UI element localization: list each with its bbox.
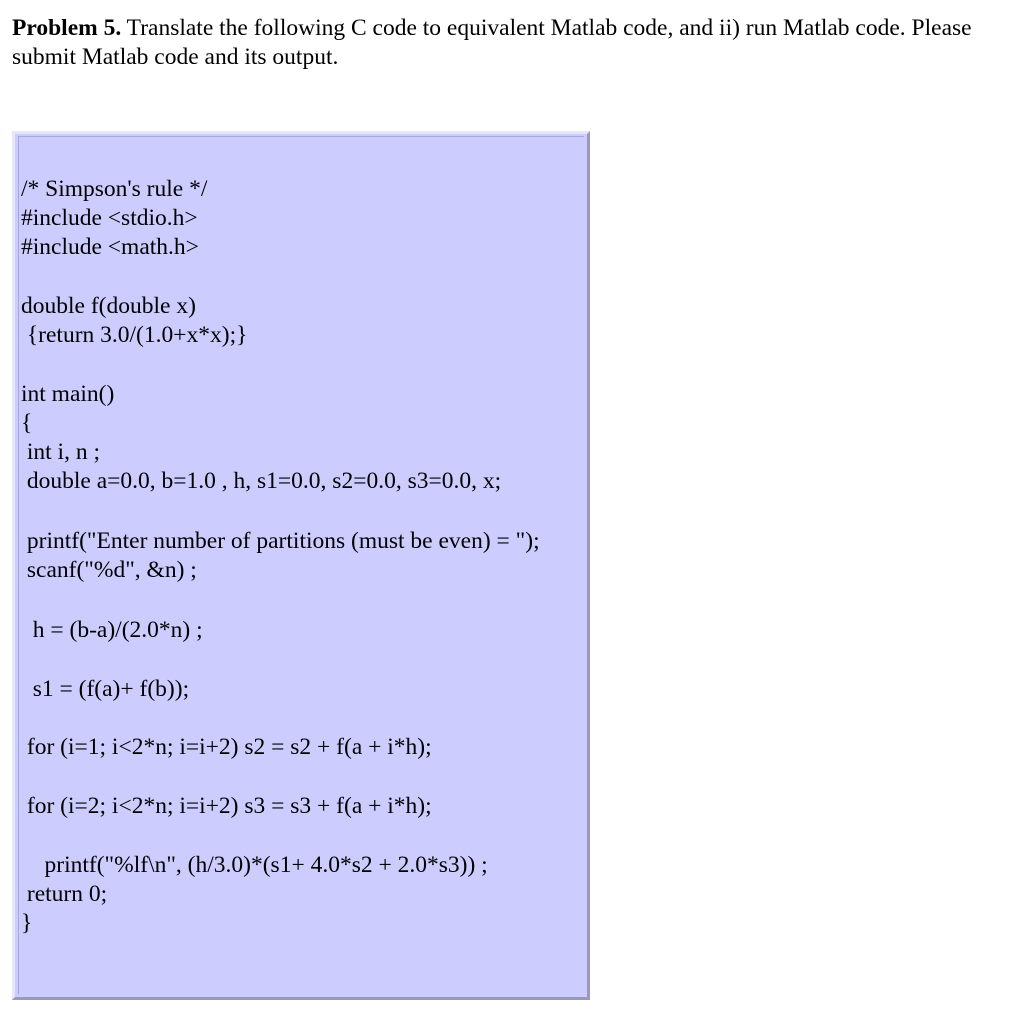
code-line-include-math: #include <math.h> [21,234,199,260]
code-box [12,131,590,1000]
code-line-main: int main() [21,381,115,407]
code-line-return: return 0; [21,881,108,907]
code-area [18,136,584,994]
code-line-printf-prompt: printf("Enter number of partitions (must be even) = "); [21,528,540,554]
problem-text: Translate the following C code to equivalent Matlab code, and ii) run Matlab code. Please submit Matlab code and its output. [12,15,972,70]
code-line-function-body: {return 3.0/(1.0+x*x);} [21,322,248,348]
code-line-printf-result: printf("%lf\n", (h/3.0)*(s1+ 4.0*s2 + 2.0*s3)) ; [21,852,488,878]
code-line-for-s2: for (i=1; i<2*n; i=i+2) s2 = s2 + f(a + i*h); [21,734,432,760]
code-line-open-brace: { [21,410,33,436]
problem-label: Problem 5. [12,15,122,41]
code-line-scanf: scanf("%d", &n) ; [21,557,197,583]
code-line-include-stdio: #include <stdio.h> [21,205,198,231]
code-line-function-signature: double f(double x) [21,293,196,319]
code-line-comment: /* Simpson's rule */ [21,176,208,202]
code-line-for-s3: for (i=2; i<2*n; i=i+2) s3 = s3 + f(a + i*h); [21,793,432,819]
code-line-int-decl: int i, n ; [21,439,100,465]
code-line-s1-assign: s1 = (f(a)+ f(b)); [21,676,190,702]
problem-statement [12,14,997,72]
code-line-h-assign: h = (b-a)/(2.0*n) ; [21,617,203,643]
code-line-close-brace: } [21,910,33,936]
code-line-double-decl: double a=0.0, b=1.0 , h, s1=0.0, s2=0.0, s3=0.0, x; [21,468,502,494]
